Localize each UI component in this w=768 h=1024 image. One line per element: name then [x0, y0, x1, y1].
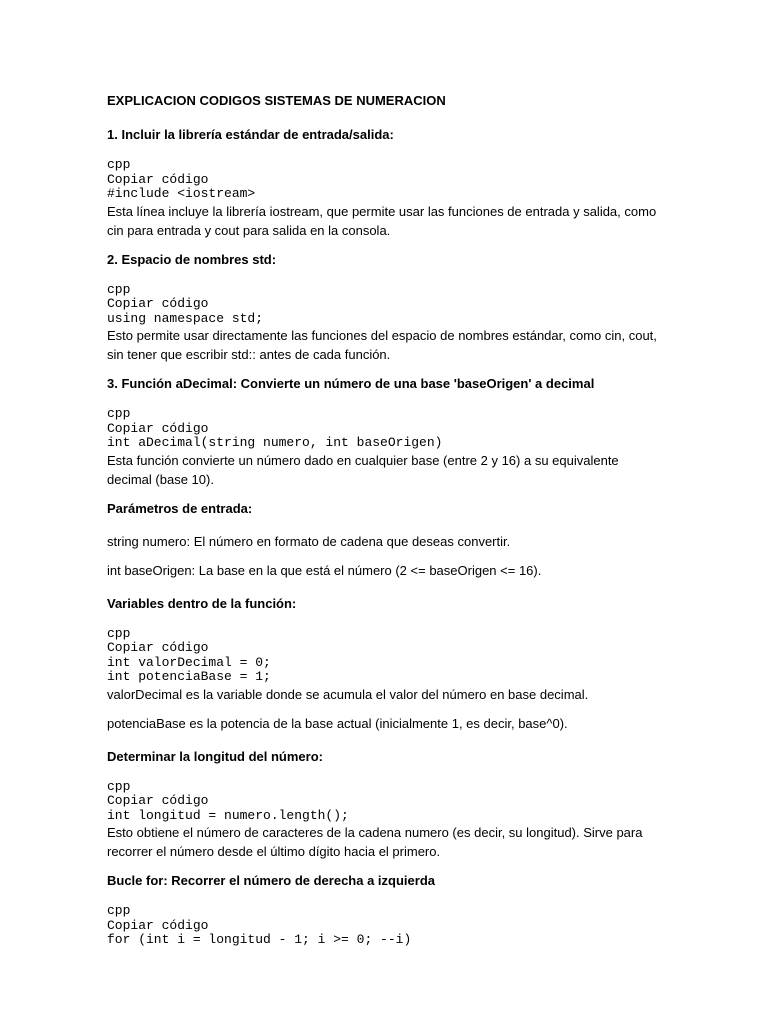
code-block — [107, 283, 667, 327]
code-line: using namespace std; — [107, 310, 264, 326]
paragraph: Esto obtiene el número de caracteres de la cadena numero (es decir, su longitud). Sirve para recorrer el número desde el último dígito hacia el primero. — [107, 825, 643, 859]
paragraph: int baseOrigen: La base en la que está el número (2 <= baseOrigen <= 16). — [107, 562, 542, 578]
section-heading: 2. Espacio de nombres std: — [107, 251, 277, 267]
section-heading: 1. Incluir la librería estándar de entrada/salida: — [107, 127, 394, 142]
copy-code-label: Copiar código — [107, 296, 209, 311]
code-line: cpp — [107, 778, 131, 794]
section-for-loop — [107, 871, 667, 948]
section-heading: Parámetros de entrada: — [107, 500, 253, 516]
paragraph: Esta función convierte un número dado en cualquier base (entre 2 y 16) a su equivalente decimal (base 10). — [107, 452, 619, 487]
code-block — [107, 158, 667, 202]
copy-code-label: Copiar código — [107, 917, 209, 933]
section-number-length — [107, 747, 667, 862]
code-line: int valorDecimal = 0; — [107, 654, 271, 670]
code-block — [107, 780, 667, 824]
section-function-variables — [107, 594, 667, 733]
paragraph: valorDecimal es la variable donde se acumula el valor del número en base decimal. — [107, 686, 589, 702]
copy-code-label: Copiar código — [107, 171, 209, 187]
code-block — [107, 627, 667, 685]
code-line: cpp — [107, 281, 131, 297]
section-heading: Variables dentro de la función: — [107, 595, 297, 611]
code-line: #include <iostream> — [107, 186, 256, 201]
code-line: int aDecimal(string numero, int baseOrigen) — [107, 435, 443, 450]
paragraph: Esto permite usar directamente las funciones del espacio de nombres estándar, como cin, cout, sin tener que escribir std:: antes de cada función. — [107, 328, 657, 362]
section-namespace-std — [107, 250, 667, 365]
document-page — [107, 91, 667, 948]
section-heading: Bucle for: Recorrer el número de derecha a izquierda — [107, 873, 435, 888]
document-title: EXPLICACION CODIGOS SISTEMAS DE NUMERACION — [107, 93, 446, 108]
copy-code-label: Copiar código — [107, 793, 209, 808]
section-input-parameters — [107, 499, 667, 580]
copy-code-label: Copiar código — [107, 420, 209, 436]
copy-code-label: Copiar código — [107, 640, 209, 655]
code-line: int longitud = numero.length(); — [107, 807, 349, 823]
paragraph: Esta línea incluye la librería iostream, que permite usar las funciones de entrada y salida, como cin para entrada y cout para salida en la consola. — [107, 203, 657, 238]
section-heading: 3. Función aDecimal: Convierte un número de una base 'baseOrigen' a decimal — [107, 376, 595, 391]
code-line: cpp — [107, 625, 131, 641]
paragraph: string numero: El número en formato de cadena que deseas convertir. — [107, 533, 511, 549]
code-line: int potenciaBase = 1; — [107, 669, 271, 684]
code-line: cpp — [107, 157, 131, 172]
section-include-iostream — [107, 125, 667, 240]
code-line: cpp — [107, 903, 131, 918]
code-block — [107, 904, 667, 948]
section-heading: Determinar la longitud del número: — [107, 748, 323, 764]
paragraph: potenciaBase es la potencia de la base actual (inicialmente 1, es decir, base^0). — [107, 715, 568, 731]
code-line: cpp — [107, 406, 131, 421]
code-block — [107, 407, 667, 451]
code-line: for (int i = longitud - 1; i >= 0; --i) — [107, 932, 412, 947]
section-adecimal-function — [107, 374, 667, 489]
